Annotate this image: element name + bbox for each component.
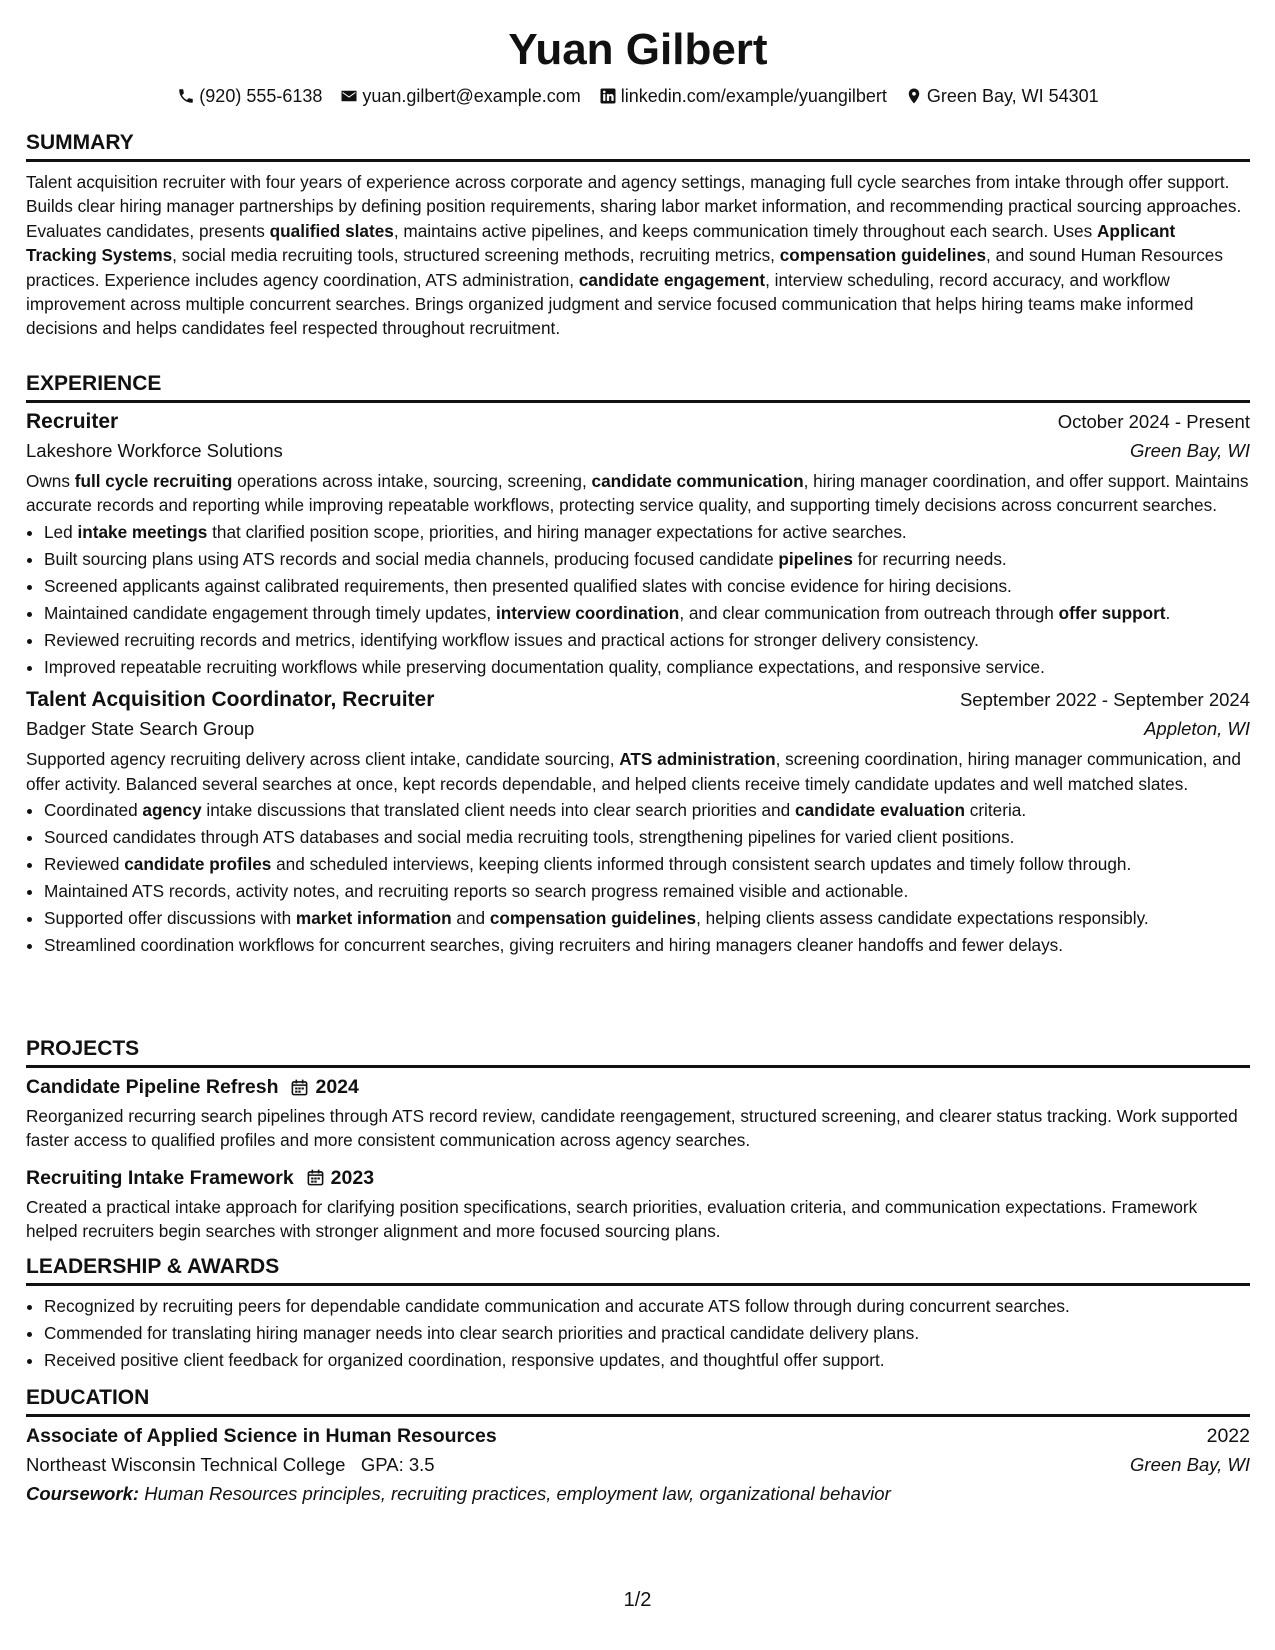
resume-page (26, 0, 1250, 1504)
section-title: EDUCATION (26, 1385, 1250, 1417)
list-item: • Coordinated agency intake discussions that translated client needs into clear search priorities and candidate evaluation criteria. (44, 798, 1250, 823)
project-year: 2024 (315, 1076, 359, 1098)
project-entry (26, 1072, 1250, 1153)
contact-email[interactable] (340, 84, 580, 108)
contact-location (905, 84, 1099, 108)
education-location: Green Bay, WI (1130, 1454, 1250, 1475)
project-description: Created a practical intake approach for clarifying position specifications, search priorities, evaluation criteria, and communication expectations. Framework helped recruiters begin searches with stronger alignment and more focused sourcing plans. (26, 1196, 1198, 1242)
project-name: Recruiting Intake Framework (26, 1166, 294, 1189)
job-summary: Supported agency recruiting delivery across client intake, candidate sourcing, ATS administration, screening coordination, hiring manager communication, and offer activity. Balanced several searches at once, kept records dependable, and helped clients receive timely candidate updates and well matched slates. (26, 749, 1241, 794)
education-section (26, 1385, 1250, 1509)
list-item: • Maintained ATS records, activity notes, and recruiting reports so search progress remained visible and actionable. (44, 879, 1250, 904)
education-school: Northeast Wisconsin Technical College (26, 1454, 346, 1475)
list-item: • Recognized by recruiting peers for dependable candidate communication and accurate ATS follow through during concurrent searches. (44, 1294, 1250, 1319)
job-dates: September 2022 - September 2024 (959, 689, 1250, 711)
list-item: • Maintained candidate engagement through timely updates, interview coordination, and clear communication from outreach through offer support. (44, 601, 1250, 626)
contact-email-text: yuan.gilbert@example.com (362, 86, 581, 106)
contact-location-text: Green Bay, WI 54301 (926, 86, 1099, 106)
list-item: • Supported offer discussions with market information and compensation guidelines, helping clients assess candidate expectations responsibly. (44, 906, 1250, 931)
job-location: Appleton, WI (1144, 718, 1250, 740)
map-pin-icon (905, 87, 923, 105)
list-item: • Reviewed recruiting records and metrics, identifying workflow issues and practical actions for stronger delivery consistency. (44, 628, 1250, 653)
job-summary: Owns full cycle recruiting operations across intake, sourcing, screening, candidate communication, hiring manager coordination, and offer support. Maintains accurate records and reporting while improving repeatable workflows, protecting service quality, and supporting timely decisions across concurrent searches. (26, 471, 1249, 516)
contact-bar (26, 84, 1250, 108)
section-title: EXPERIENCE (26, 371, 1250, 403)
leadership-list (26, 1294, 1250, 1373)
section-title: SUMMARY (26, 130, 1250, 162)
calendar-icon (290, 1078, 309, 1097)
envelope-icon (340, 87, 358, 105)
coursework-text: Human Resources principles, recruiting practices, employment law, organizational behavior (144, 1483, 891, 1504)
project-name: Candidate Pipeline Refresh (26, 1076, 279, 1098)
list-item: • Commended for translating hiring manager needs into clear search priorities and practical candidate delivery plans. (44, 1321, 1250, 1346)
contact-phone-text: (920) 555-6138 (199, 86, 323, 106)
calendar-icon (306, 1168, 325, 1187)
contact-linkedin-text: linkedin.com/example/yuangilbert (620, 86, 887, 106)
education-gpa: GPA: 3.5 (360, 1454, 435, 1475)
summary-section (26, 130, 1250, 341)
section-title: LEADERSHIP & AWARDS (26, 1254, 1250, 1286)
list-item: • Built sourcing plans using ATS records and social media channels, producing focused candidate pipelines for recurring needs. (44, 547, 1250, 572)
job-entry (26, 685, 1250, 957)
list-item: • Received positive client feedback for organized coordination, responsive updates, and thoughtful offer support. (44, 1348, 1250, 1373)
contact-linkedin[interactable] (599, 84, 887, 108)
education-coursework (26, 1479, 1250, 1509)
experience-section (26, 371, 1250, 960)
projects-section (26, 1036, 1250, 1244)
contact-phone (177, 84, 322, 108)
job-company: Lakeshore Workforce Solutions (26, 440, 283, 461)
education-degree: Associate of Applied Science in Human Resources (26, 1425, 497, 1447)
job-title: Recruiter (26, 410, 119, 433)
project-year: 2023 (330, 1166, 375, 1189)
coursework-label: Coursework: (26, 1483, 140, 1504)
linkedin-icon (599, 87, 617, 105)
summary-text: Talent acquisition recruiter with four years of experience across corporate and agency settings, managing full cycle searches from intake through offer support. Builds clear hiring manager partnerships by defining position requirements, sharing labor market information, and recommending practical sourcing approaches. Evaluates candidates, presents qualified slates, maintains active pipelines, and keeps communication timely throughout each search. Uses Applicant Tracking Systems, social media recruiting tools, structured screening methods, recruiting metrics, compensation guidelines, and sound Human Resources practices. Experience includes agency coordination, ATS administration, candidate engagement, interview scheduling, record accuracy, and workflow improvement across multiple concurrent searches. Brings organized judgment and service focused communication that helps hiring teams make informed decisions and helps candidates feel respected throughout recruitment. (26, 172, 1242, 339)
list-item: • Led intake meetings that clarified position scope, priorities, and hiring manager expectations for active searches. (44, 520, 1250, 545)
list-item: • Sourced candidates through ATS databases and social media recruiting tools, strengthening pipelines for varied client positions. (44, 825, 1250, 850)
candidate-name: Yuan Gilbert (508, 25, 768, 74)
section-title: PROJECTS (26, 1036, 1250, 1068)
job-dates: October 2024 - Present (1057, 411, 1250, 432)
project-entry (26, 1163, 1250, 1244)
job-entry (26, 407, 1250, 679)
job-bullets (26, 798, 1250, 958)
list-item: • Reviewed candidate profiles and scheduled interviews, keeping clients informed through consistent search updates and timely follow through. (44, 852, 1250, 877)
list-item: • Streamlined coordination workflows for concurrent searches, giving recruiters and hiring managers cleaner handoffs and fewer delays. (44, 933, 1250, 958)
education-year: 2022 (1206, 1425, 1250, 1447)
project-description: Reorganized recurring search pipelines through ATS record review, candidate reengagement, structured screening, and clearer status tracking. Work supported faster access to qualified profiles and more consistent communication across agency searches. (26, 1106, 1238, 1151)
job-location: Green Bay, WI (1130, 440, 1250, 461)
leadership-section (26, 1254, 1250, 1375)
job-title: Talent Acquisition Coordinator, Recruiter (26, 688, 435, 712)
page-number: 1/2 (623, 1589, 652, 1611)
education-school-line (26, 1451, 435, 1479)
job-company: Badger State Search Group (26, 718, 255, 740)
job-bullets (26, 520, 1250, 680)
list-item: • Improved repeatable recruiting workflows while preserving documentation quality, compliance expectations, and responsive service. (44, 655, 1250, 680)
list-item: • Screened applicants against calibrated requirements, then presented qualified slates with concise evidence for hiring decisions. (44, 574, 1250, 599)
phone-icon (177, 87, 195, 105)
